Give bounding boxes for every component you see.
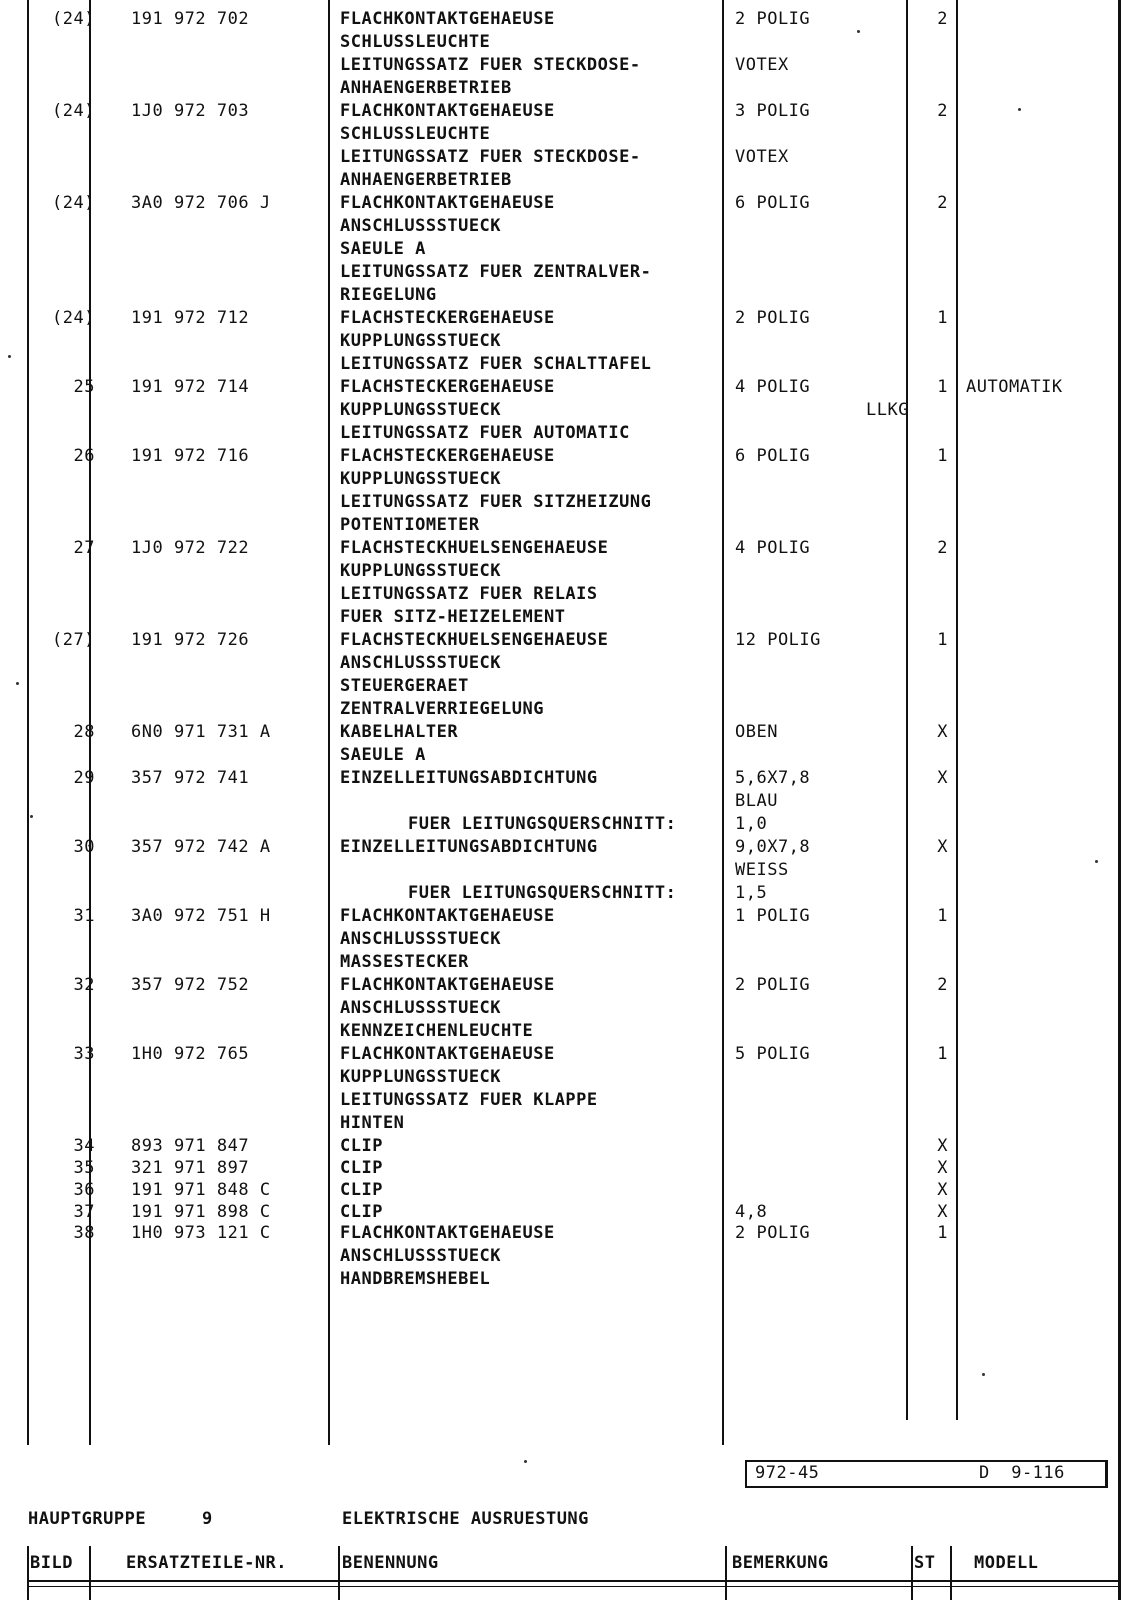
header-bar-rule (27, 1580, 1119, 1582)
quantity: 1 (937, 906, 948, 926)
part-number: 191 971 898 C (131, 1201, 271, 1222)
scan-speck (982, 1373, 985, 1376)
header-sep-5 (911, 1546, 913, 1600)
remark-line: OBEN (735, 722, 778, 742)
header-sep-6 (950, 1546, 952, 1600)
header-sep-2 (89, 1546, 91, 1600)
remark-line: 6 POLIG (735, 193, 811, 213)
group-title: ELEKTRISCHE AUSRUESTUNG (342, 1509, 589, 1529)
remark-line: 1 POLIG (735, 906, 811, 926)
designation-line: SAEULE A (340, 745, 426, 765)
designation-line: ANSCHLUSSSTUECK (340, 653, 502, 673)
part-number: 191 972 702 (131, 9, 250, 29)
reference-page: D 9-116 (979, 1463, 1065, 1483)
designation-line: ANSCHLUSSSTUECK (340, 1246, 502, 1267)
col-header-bild: BILD (30, 1553, 73, 1573)
designation-line: KUPPLUNGSSTUECK (340, 561, 502, 581)
designation-line: CLIP (340, 1136, 383, 1156)
designation-line: LEITUNGSSATZ FUER AUTOMATIC (340, 423, 630, 443)
part-number: 191 972 726 (131, 630, 250, 650)
part-number: 3A0 972 706 J (131, 193, 271, 213)
designation-line: LEITUNGSSATZ FUER STECKDOSE- (340, 55, 641, 75)
reference-box (745, 1460, 1108, 1488)
designation-line: STEUERGERAET (340, 676, 469, 696)
part-number: 191 972 716 (131, 446, 250, 466)
part-number: 893 971 847 (131, 1136, 250, 1156)
bild-number: 27 (73, 538, 95, 558)
scan-speck (8, 355, 11, 358)
bild-number: (24) (52, 193, 95, 213)
designation-line: KUPPLUNGSSTUECK (340, 400, 502, 420)
model: AUTOMATIK (966, 377, 1063, 397)
scan-speck (1095, 860, 1098, 863)
header-sep-1 (27, 1546, 29, 1600)
bild-number: 32 (73, 975, 95, 995)
remark-line: VOTEX (735, 147, 789, 167)
quantity: 2 (937, 101, 948, 121)
header-bar-rule-lower (27, 1586, 1119, 1587)
designation-line: HINTEN (340, 1113, 405, 1133)
designation-line: LEITUNGSSATZ FUER SITZHEIZUNG (340, 492, 652, 512)
part-number: 357 972 741 (131, 768, 250, 788)
bild-number: (27) (52, 630, 95, 650)
designation-line: LEITUNGSSATZ FUER RELAIS (340, 584, 598, 604)
designation-line: FLACHKONTAKTGEHAEUSE (340, 9, 555, 29)
remark-line: VOTEX (735, 55, 789, 75)
designation-line: FLACHKONTAKTGEHAEUSE (340, 1044, 555, 1064)
scan-speck (16, 682, 19, 685)
designation-line: ANSCHLUSSSTUECK (340, 216, 502, 236)
designation-line: LEITUNGSSATZ FUER ZENTRALVER- (340, 262, 652, 282)
designation-line: CLIP (340, 1179, 383, 1200)
remark-line: 9,0X7,8 (735, 837, 811, 857)
designation-line: LEITUNGSSATZ FUER KLAPPE (340, 1090, 598, 1110)
quantity: X (937, 1179, 948, 1200)
designation-line: EINZELLEITUNGSABDICHTUNG (340, 768, 598, 788)
header-sep-4 (725, 1546, 727, 1600)
part-number: 1H0 973 121 C (131, 1223, 271, 1244)
designation-line: FLACHKONTAKTGEHAEUSE (340, 101, 555, 121)
remark-line: 2 POLIG (735, 9, 811, 29)
remark-line: 5,6X7,8 (735, 768, 811, 788)
designation-line: SCHLUSSLEUCHTE (340, 124, 491, 144)
designation-line: MASSESTECKER (340, 952, 469, 972)
designation-line: LEITUNGSSATZ FUER SCHALTTAFEL (340, 354, 652, 374)
remark-line: 2 POLIG (735, 308, 811, 328)
part-number: 191 972 712 (131, 308, 250, 328)
designation-line: FLACHKONTAKTGEHAEUSE (340, 193, 555, 213)
header-sep-3 (338, 1546, 340, 1600)
part-number: 1J0 972 703 (131, 101, 250, 121)
designation-line: FLACHSTECKERGEHAEUSE (340, 308, 555, 328)
quantity: X (937, 768, 948, 788)
designation-line: FLACHSTECKHUELSENGEHAEUSE (340, 538, 609, 558)
remark-line: 4 POLIG (735, 538, 811, 558)
remark-line: 2 POLIG (735, 1223, 811, 1244)
part-number: 191 971 848 C (131, 1179, 271, 1200)
bild-number: 38 (73, 1223, 95, 1244)
part-number: 6N0 971 731 A (131, 722, 271, 742)
col-header-name: BENENNUNG (342, 1553, 439, 1573)
designation-line: CLIP (340, 1201, 383, 1222)
quantity: 2 (937, 193, 948, 213)
bild-number: 28 (73, 722, 95, 742)
remark-line: 1,0 (735, 814, 768, 834)
designation-line: CLIP (340, 1157, 383, 1178)
remark-line: 1,5 (735, 883, 768, 903)
designation-line: KABELHALTER (340, 722, 459, 742)
designation-line: ANHAENGERBETRIEB (340, 78, 512, 98)
remark-line: 2 POLIG (735, 975, 811, 995)
designation-line: KUPPLUNGSSTUECK (340, 469, 502, 489)
designation-line: FLACHKONTAKTGEHAEUSE (340, 906, 555, 926)
quantity: 1 (937, 1044, 948, 1064)
designation-line: SCHLUSSLEUCHTE (340, 32, 491, 52)
designation-line: ZENTRALVERRIEGELUNG (340, 699, 544, 719)
part-number: 357 972 742 A (131, 837, 271, 857)
bild-number: (24) (52, 9, 95, 29)
designation-line: POTENTIOMETER (340, 515, 480, 535)
bild-number: 33 (73, 1044, 95, 1064)
group-label: HAUPTGRUPPE (28, 1509, 147, 1529)
part-number: 191 972 714 (131, 377, 250, 397)
bild-number: 35 (73, 1157, 95, 1178)
bild-number: 36 (73, 1179, 95, 1200)
bild-number: 30 (73, 837, 95, 857)
designation-line: EINZELLEITUNGSABDICHTUNG (340, 837, 598, 857)
scan-speck (857, 30, 860, 33)
col-header-model: MODELL (974, 1553, 1039, 1573)
quantity: 1 (937, 308, 948, 328)
remark-line: 5 POLIG (735, 1044, 811, 1064)
group-number: 9 (202, 1509, 213, 1529)
quantity: X (937, 1157, 948, 1178)
remark-line: 12 POLIG (735, 630, 821, 650)
quantity: 1 (937, 1223, 948, 1244)
part-number: 3A0 972 751 H (131, 906, 271, 926)
quantity: X (937, 1201, 948, 1222)
part-number: 321 971 897 (131, 1157, 250, 1178)
col-header-remark: BEMERKUNG (732, 1553, 829, 1573)
scan-speck (1018, 108, 1021, 111)
remark-line: 3 POLIG (735, 101, 811, 121)
cross-section-label: FUER LEITUNGSQUERSCHNITT: (408, 883, 677, 903)
part-number: 357 972 752 (131, 975, 250, 995)
quantity: 1 (937, 446, 948, 466)
bild-number: 34 (73, 1136, 95, 1156)
designation-line: ANSCHLUSSSTUECK (340, 929, 502, 949)
remark-line: 4 POLIG (735, 377, 811, 397)
designation-line: FLACHSTECKERGEHAEUSE (340, 377, 555, 397)
quantity: 1 (937, 377, 948, 397)
quantity: 1 (937, 630, 948, 650)
part-number: 1H0 972 765 (131, 1044, 250, 1064)
designation-line: FLACHSTECKERGEHAEUSE (340, 446, 555, 466)
bild-number: 37 (73, 1201, 95, 1222)
bild-number: 29 (73, 768, 95, 788)
designation-line: FLACHKONTAKTGEHAEUSE (340, 1223, 555, 1244)
quantity: 2 (937, 975, 948, 995)
designation-line: KUPPLUNGSSTUECK (340, 1067, 502, 1087)
designation-line: LEITUNGSSATZ FUER STECKDOSE- (340, 147, 641, 167)
designation-line: HANDBREMSHEBEL (340, 1269, 491, 1290)
designation-line: KUPPLUNGSSTUECK (340, 331, 502, 351)
part-number: 1J0 972 722 (131, 538, 250, 558)
remark-line: WEISS (735, 860, 789, 880)
designation-line: FLACHKONTAKTGEHAEUSE (340, 975, 555, 995)
quantity: 2 (937, 538, 948, 558)
bild-number: 25 (73, 377, 95, 397)
designation-line: FLACHSTECKHUELSENGEHAEUSE (340, 630, 609, 650)
bild-number: (24) (52, 308, 95, 328)
bild-number: (24) (52, 101, 95, 121)
remark-line: 6 POLIG (735, 446, 811, 466)
designation-line: ANSCHLUSSSTUECK (340, 998, 502, 1018)
col-header-st: ST (914, 1553, 936, 1573)
bild-number: 31 (73, 906, 95, 926)
quantity: 2 (937, 9, 948, 29)
designation-line: KENNZEICHENLEUCHTE (340, 1021, 534, 1041)
bild-number: 26 (73, 446, 95, 466)
scan-speck (524, 1460, 527, 1463)
remark-line: BLAU (735, 791, 778, 811)
designation-line: ANHAENGERBETRIEB (340, 170, 512, 190)
scan-speck (30, 815, 33, 818)
remark-line: 4,8 (735, 1201, 768, 1222)
designation-line: RIEGELUNG (340, 285, 437, 305)
quantity: X (937, 722, 948, 742)
cross-section-label: FUER LEITUNGSQUERSCHNITT: (408, 814, 677, 834)
reference-code: 972-45 (755, 1463, 820, 1483)
quantity: X (937, 1136, 948, 1156)
col-header-part: ERSATZTEILE-NR. (126, 1553, 288, 1573)
designation-line: FUER SITZ-HEIZELEMENT (340, 607, 566, 627)
row-note: LLKG (866, 400, 909, 420)
quantity: X (937, 837, 948, 857)
designation-line: SAEULE A (340, 239, 426, 259)
